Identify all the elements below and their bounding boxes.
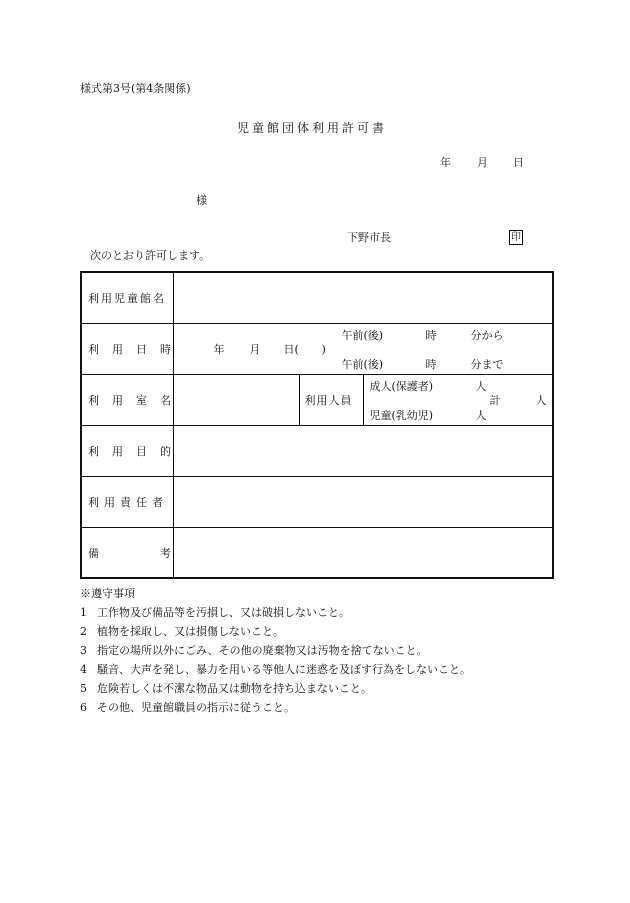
date-month: 月 <box>477 156 488 169</box>
start-ampm: 午前(後) <box>341 328 384 342</box>
end-minute: 分まで <box>470 357 504 371</box>
label-cell-responsible <box>81 476 173 527</box>
note-text: 植物を採取し、又は損傷しないこと。 <box>97 625 284 638</box>
total-unit: 人 <box>535 393 547 407</box>
end-ampm: 午前(後) <box>341 357 384 371</box>
issuer-name: 下野市長 <box>347 231 391 244</box>
start-hour: 時 <box>425 328 437 342</box>
permit-table <box>80 271 554 579</box>
note-text: 工作物及び備品等を汚損し、又は破損しないこと。 <box>97 606 350 619</box>
end-hour: 時 <box>425 357 437 371</box>
seal-label: 印 <box>511 232 521 243</box>
note-text: その他、児童館職員の指示に従うこと。 <box>97 701 295 714</box>
label-cell-purpose <box>81 425 184 476</box>
row-remarks <box>81 527 553 578</box>
start-minute: 分から <box>470 328 504 342</box>
intro-text: 次のとおり許可します。 <box>90 249 211 262</box>
label-cell-room <box>81 374 184 425</box>
note-number: 2 <box>80 625 87 638</box>
label-cell-remarks <box>81 527 232 578</box>
row-responsible <box>81 476 553 527</box>
row-purpose <box>81 425 553 476</box>
note-number: 4 <box>80 663 87 676</box>
row-facility <box>81 272 553 323</box>
room-value-cell <box>173 374 299 425</box>
users-label: 利用人員 <box>304 393 353 407</box>
label-cell-datetime <box>81 323 184 374</box>
child-count-label: 児童(乳幼児) <box>369 408 434 422</box>
row-datetime <box>81 323 553 374</box>
addressee-suffix: 様 <box>196 194 207 207</box>
datetime-month: 月 <box>249 342 261 356</box>
datetime-value-cell <box>173 323 553 374</box>
datetime-year: 年 <box>213 342 225 356</box>
datetime-day: 日( <box>283 342 299 356</box>
adult-unit: 人 <box>475 379 487 393</box>
datetime-label: 利用日時 <box>88 342 184 356</box>
form-number: 様式第3号(第4条関係) <box>80 82 191 95</box>
child-unit: 人 <box>475 408 487 422</box>
users-value-cell <box>363 374 553 425</box>
users-label-cell <box>299 374 363 425</box>
note-text: 指定の場所以外にごみ、その他の廃棄物又は汚物を捨てないこと。 <box>97 644 428 657</box>
responsible-value-cell <box>173 476 553 527</box>
remarks-value-cell <box>173 527 553 578</box>
note-number: 5 <box>80 682 87 695</box>
facility-label: 利用児童館名 <box>88 292 166 305</box>
datetime-paren-close: ) <box>321 342 326 356</box>
remarks-label: 備考 <box>88 546 232 560</box>
note-number: 1 <box>80 606 87 619</box>
note-number: 6 <box>80 701 87 714</box>
date-year: 年 <box>440 156 451 169</box>
note-text: 騒音、大声を発し、暴力を用いる等他人に迷惑を及ぼす行為をしないこと。 <box>97 663 471 676</box>
label-cell-facility <box>81 272 173 323</box>
total-label: 計 <box>489 393 501 407</box>
notes-heading: ※遵守事項 <box>80 587 135 600</box>
seal-mark <box>509 230 523 245</box>
purpose-value-cell <box>173 425 553 476</box>
row-room <box>81 374 553 425</box>
room-label: 利用室名 <box>88 393 184 407</box>
facility-value-cell <box>173 272 553 323</box>
note-number: 3 <box>80 644 87 657</box>
purpose-label: 利用目的 <box>88 444 184 458</box>
note-text: 危険若しくは不潔な物品又は動物を持ち込まないこと。 <box>97 682 372 695</box>
date-day: 日 <box>513 156 524 169</box>
document-title: 児童館団体利用許可書 <box>237 121 388 135</box>
adult-count-label: 成人(保護者) <box>369 379 434 393</box>
responsible-label: 利用責任者 <box>88 495 168 509</box>
